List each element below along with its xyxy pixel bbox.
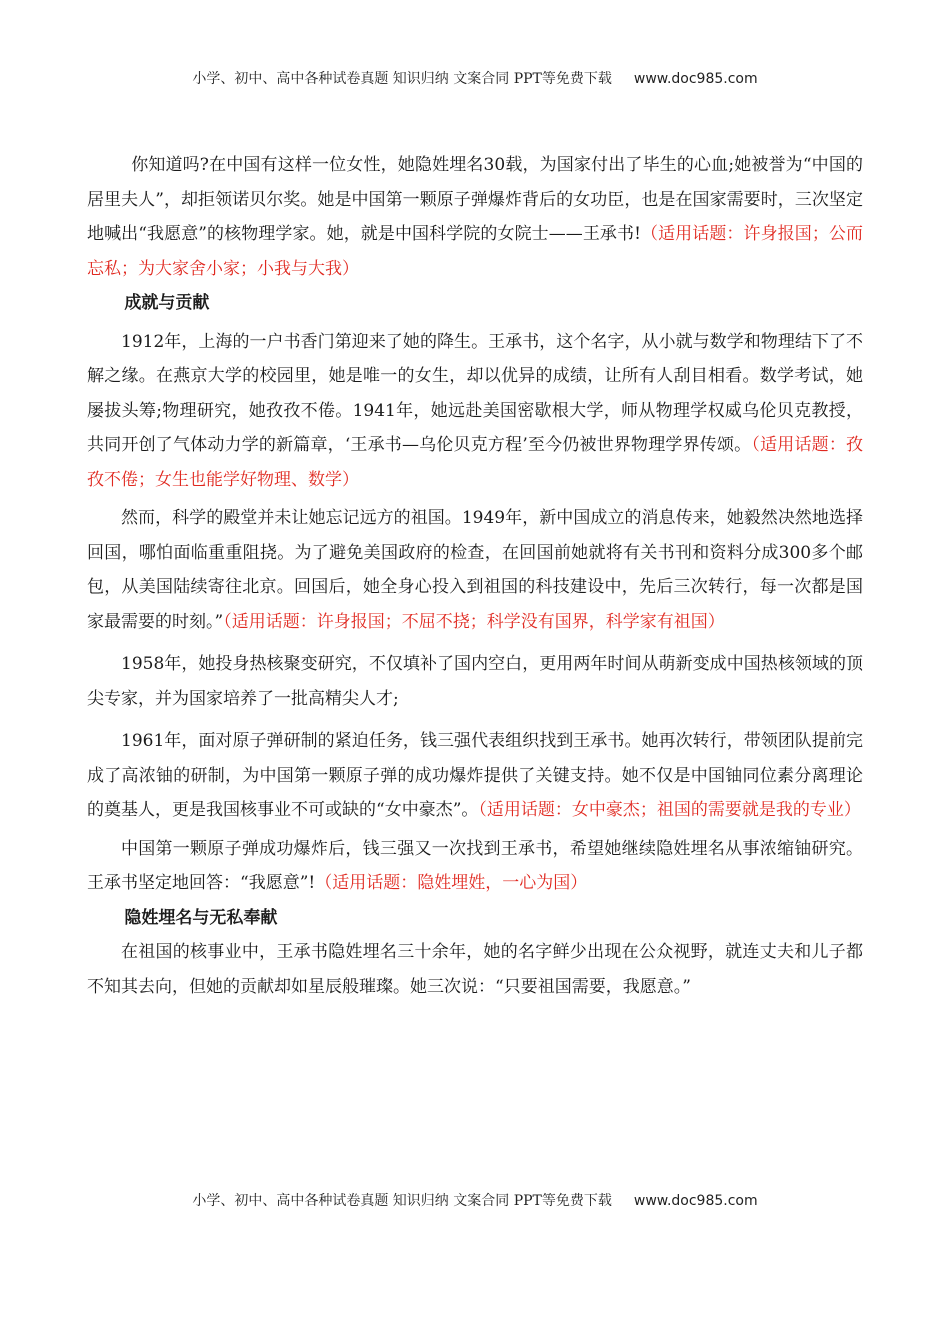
paragraph-1949-topic-tag: （适用话题：许身报国；不屈不挠；科学没有国界，科学家有祖国） bbox=[223, 611, 725, 632]
header-text: 小学、初中、高中各种试卷真题 知识归纳 文案合同 PPT等免费下载 bbox=[192, 71, 612, 87]
intro-topic-tag: （适用话题：许身报国；公而忘私；为大家舍小家；小我与大我） bbox=[87, 224, 863, 279]
footer-text: 小学、初中、高中各种试卷真题 知识归纳 文案合同 PPT等免费下载 bbox=[192, 1193, 612, 1209]
footer-url[interactable]: www.doc985.com bbox=[633, 1193, 758, 1209]
header-url[interactable]: www.doc985.com bbox=[633, 71, 758, 87]
paragraph-1949 bbox=[87, 501, 863, 639]
page-header bbox=[0, 68, 950, 88]
article-body bbox=[87, 148, 863, 1004]
paragraph-1958 bbox=[87, 647, 863, 716]
intro-paragraph bbox=[87, 148, 863, 286]
paragraph-anonymity-text: 在祖国的核事业中，王承书隐姓埋名三十余年，她的名字鲜少出现在公众视野，就连丈夫和儿子都不知其去向，但她的贡献却如星辰般璀璨。她三次说：“只要祖国需要，我愿意。” bbox=[87, 942, 863, 997]
paragraph-atomic-bomb bbox=[87, 832, 863, 901]
paragraph-1961-topic-tag: （适用话题：女中豪杰；祖国的需要就是我的专业） bbox=[478, 800, 861, 820]
paragraph-1961-text: 1961年，面对原子弹研制的紧迫任务，钱三强代表组织找到王承书。她再次转行，带领团队提前完成了高浓铀的研制，为中国第一颗原子弹的成功爆炸提供了关键支持。她不仅是中国铀同位素分离理论的奠基人，更是我国核事业不可或缺的“女中豪杰”。 bbox=[87, 731, 863, 820]
section-title-anonymity: 隐姓埋名与无私奉献 bbox=[124, 907, 278, 928]
paragraph-atomic-bomb-topic-tag: （适用话题：隐姓埋姓，一心为国） bbox=[315, 873, 588, 893]
paragraph-anonymity bbox=[87, 935, 863, 1004]
section-title-achievements: 成就与贡献 bbox=[124, 293, 210, 313]
paragraph-1958-text: 1958年，她投身热核聚变研究，不仅填补了国内空白，更用两年时间从萌新变成中国热核领域的顶尖专家，并为国家培养了一批高精尖人才; bbox=[87, 654, 863, 709]
paragraph-atomic-bomb-text: 中国第一颗原子弹成功爆炸后，钱三强又一次找到王承书，希望她继续隐姓埋名从事浓缩铀研究。王承书坚定地回答：“我愿意”! bbox=[87, 838, 863, 893]
paragraph-1949-text: 然而，科学的殿堂并未让她忘记远方的祖国。1949年，新中国成立的消息传来，她毅然决然地选择回国，哪怕面临重重阻挠。为了避免美国政府的检查，在回国前她就将有关书刊和资料分成300多个邮包，从美国陆续寄往北京。回国后，她全身心投入到祖国的科技建设中，先后三次转行，每一次都是国家最需要的时刻。” bbox=[87, 508, 863, 632]
intro-text: 你知道吗?在中国有这样一位女性，她隐姓埋名30载，为国家付出了毕生的心血;她被誉为“中国的居里夫人”，却拒领诺贝尔奖。她是中国第一颗原子弹爆炸背后的女功臣，也是在国家需要时，三次坚定地喊出“我愿意”的核物理学家。她，就是中国科学院的女院士——王承书! bbox=[87, 155, 863, 244]
paragraph-1912 bbox=[87, 325, 863, 498]
paragraph-1912-topic-tag: （适用话题：孜孜不倦；女生也能学好物理、数学） bbox=[87, 435, 864, 490]
paragraph-1961 bbox=[87, 724, 863, 828]
page-footer bbox=[0, 1190, 950, 1210]
paragraph-1912-text: 1912年，上海的一户书香门第迎来了她的降生。王承书，这个名字，从小就与数学和物理结下了不解之缘。在燕京大学的校园里，她是唯一的女生，却以优异的成绩，让所有人刮目相看。数学考试，她屡拔头筹;物理研究，她孜孜不倦。1941年，她远赴美国密歇根大学，师从物理学权威乌伦贝克教授，共同开创了气体动力学的新篇章，‘王承书—乌伦贝克方程’至今仍被世界物理学界传颂。 bbox=[87, 331, 863, 455]
